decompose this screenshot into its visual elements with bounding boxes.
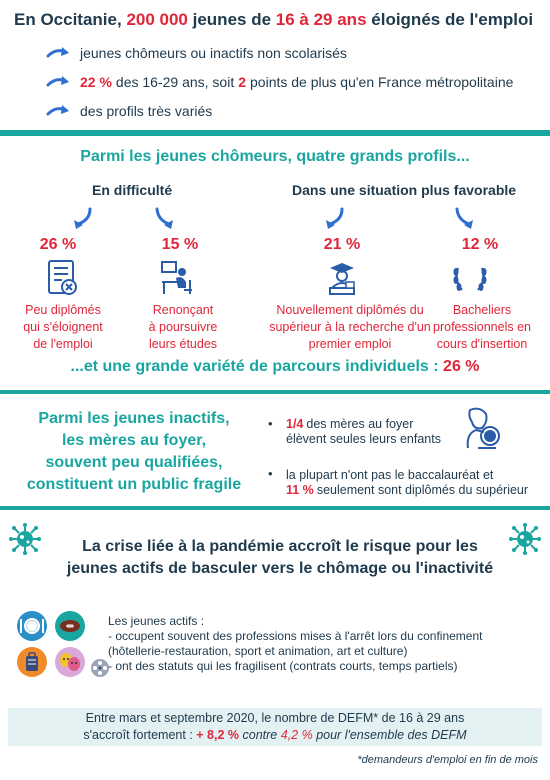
virus-icon	[508, 522, 542, 556]
defm-line	[8, 727, 542, 744]
bullet-text: des 16-29 ans, soit	[115, 74, 235, 90]
bullet-item	[46, 103, 212, 119]
actifs-line: - ont des statuts qui les fragilisent (contrats courts, temps partiels)	[108, 659, 458, 673]
defm-box	[8, 708, 542, 746]
bullet-text: jeunes chômeurs ou inactifs non scolarisés	[80, 45, 347, 61]
inactifs-item	[286, 468, 546, 498]
variety-line	[0, 358, 550, 376]
section-title: Parmi les jeunes chômeurs, quatre grands profils...	[80, 148, 470, 165]
defm-line: Entre mars et septembre 2020, le nombre de DEFM* de 16 à 29 ans	[85, 711, 465, 725]
item-text: la plupart n'ont pas le baccalauréat et	[286, 468, 494, 482]
desc-line: supérieur à la recherche d'un	[269, 320, 431, 334]
inactifs-item	[286, 417, 456, 447]
title-part: éloignés de l'emploi	[371, 10, 534, 29]
sport-ball-icon	[54, 610, 86, 642]
profile-pct: 26 %	[39, 236, 77, 253]
divider	[0, 390, 550, 394]
desc-line: à poursuivre	[148, 320, 218, 334]
title-part: En Occitanie,	[14, 10, 122, 29]
bullet-dot: •	[268, 466, 273, 481]
title-part: jeunes de	[192, 10, 272, 29]
group-label: En difficulté	[92, 182, 173, 198]
profile-description	[262, 302, 438, 353]
divider	[0, 506, 550, 510]
desc-line: de l'emploi	[33, 337, 93, 351]
item-text: seulement sont diplômés du supérieur	[316, 483, 529, 497]
arrow-right-icon	[46, 46, 72, 60]
desc-line: cours d'insertion	[436, 337, 528, 351]
divider	[0, 130, 550, 136]
bullet-item	[46, 74, 513, 90]
arrow-right-icon	[46, 104, 72, 118]
item-text: des mères au foyer	[306, 417, 414, 431]
luggage-icon	[16, 646, 48, 678]
desc-line: Peu diplômés	[25, 303, 101, 317]
bullet-text: points de plus qu'en France métropolitaine	[250, 74, 514, 90]
desk-student-icon	[158, 258, 198, 298]
desc-line: Nouvellement diplômés du	[276, 303, 424, 317]
desc-line: Renonçant	[152, 303, 214, 317]
actifs-list	[108, 614, 528, 674]
bullet-dot: •	[268, 416, 273, 431]
arrow-down-icon	[452, 206, 478, 232]
group-label: Dans une situation plus favorable	[292, 182, 517, 198]
arrow-right-icon	[46, 75, 72, 89]
desc-line: leurs études	[148, 337, 218, 351]
inactifs-heading	[14, 408, 254, 496]
profile-description	[8, 302, 118, 353]
heading-line: La crise liée à la pandémie accroît le risque pour les	[82, 538, 478, 555]
desc-line: professionnels en	[433, 320, 531, 334]
defm-pct: 4,2 %	[280, 728, 313, 742]
variety-text: ...et une grande variété de parcours individuels :	[70, 358, 439, 375]
defm-text: contre	[242, 728, 278, 742]
heading-line: souvent peu qualifiées,	[45, 454, 223, 471]
title-age: 16 à 29 ans	[275, 10, 367, 29]
desc-line: Bacheliers	[452, 303, 512, 317]
heading-line: Parmi les jeunes inactifs,	[38, 410, 230, 427]
defm-text: s'accroît fortement :	[83, 728, 193, 742]
document-icon	[42, 258, 82, 298]
page-title	[14, 10, 539, 30]
mother-child-icon	[460, 406, 504, 452]
profile-pct: 12 %	[461, 236, 499, 253]
actifs-line: - occupent souvent des professions mises à l'arrêt lors du confinement	[108, 629, 483, 643]
bullet-text: des profils très variés	[80, 103, 213, 119]
profile-pct: 15 %	[161, 236, 199, 253]
desc-line: qui s'éloignent	[23, 320, 103, 334]
item-number: 11 %	[286, 483, 314, 497]
restaurant-icon	[16, 610, 48, 642]
arrow-down-icon	[70, 206, 96, 232]
bullet-item	[46, 45, 347, 61]
defm-pct: + 8,2 %	[196, 728, 240, 742]
graduate-icon	[322, 258, 362, 298]
title-number: 200 000	[126, 10, 188, 29]
virus-icon	[8, 522, 42, 556]
arrow-down-icon	[322, 206, 348, 232]
heading-line: jeunes actifs de basculer vers le chômage ou l'inactivité	[66, 560, 494, 577]
desc-line: premier emploi	[308, 337, 392, 351]
arrow-down-icon	[152, 206, 178, 232]
crisis-heading	[50, 536, 510, 580]
bullet-pct: 22 %	[80, 74, 112, 90]
bullet-num: 2	[238, 74, 247, 90]
variety-pct: 26 %	[443, 358, 480, 375]
defm-text: pour l'ensemble des DEFM	[316, 728, 467, 742]
film-reel-icon	[90, 658, 110, 678]
item-number: 1/4	[286, 417, 304, 431]
heading-line: constituent un public fragile	[26, 476, 242, 493]
footnote: *demandeurs d'emploi en fin de mois	[357, 754, 538, 766]
heading-line: les mères au foyer,	[61, 432, 207, 449]
item-text: élèvent seules leurs enfants	[286, 432, 441, 446]
profile-description	[420, 302, 544, 353]
profile-pct: 21 %	[323, 236, 361, 253]
profile-description	[128, 302, 238, 353]
theatre-masks-icon	[54, 646, 86, 678]
actifs-title: Les jeunes actifs :	[108, 614, 205, 628]
laurel-icon	[450, 258, 490, 298]
actifs-line: (hôtellerie-restauration, sport et animation, art et culture)	[108, 644, 408, 658]
